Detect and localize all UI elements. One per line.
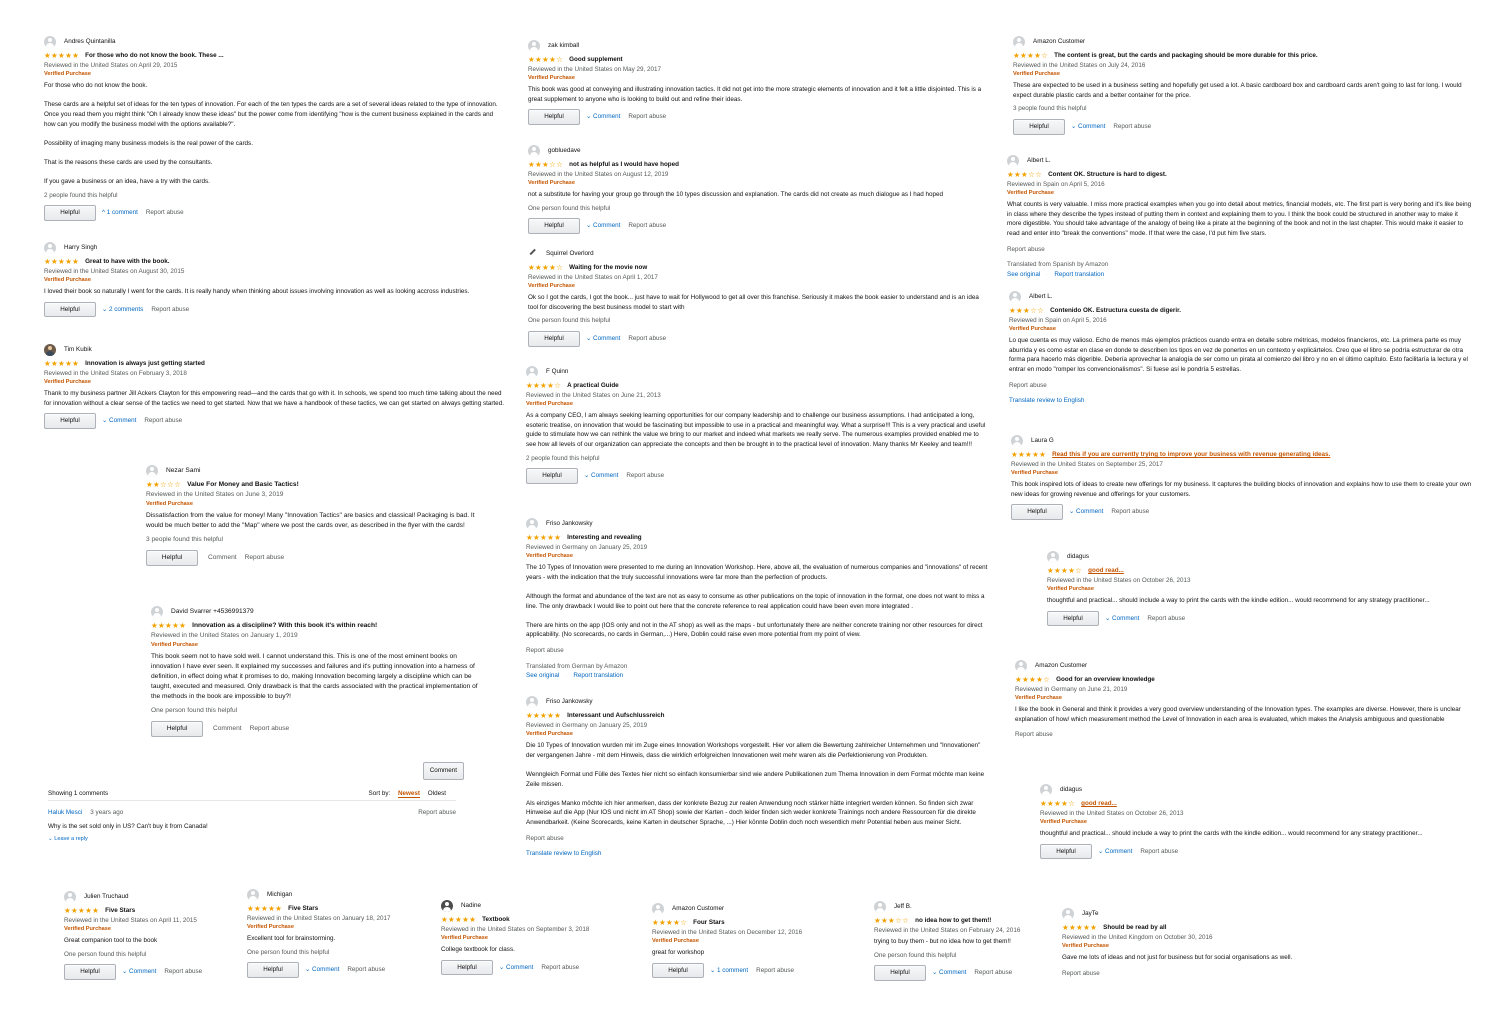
avatar-icon bbox=[1040, 784, 1052, 796]
review-title[interactable]: good read... bbox=[1088, 567, 1124, 574]
helpful-count: 3 people found this helpful bbox=[1013, 105, 1087, 113]
sort-newest[interactable]: Newest bbox=[397, 790, 421, 797]
comment-link[interactable]: ⌄ Comment bbox=[1098, 847, 1133, 855]
verified-badge: Verified Purchase bbox=[441, 935, 488, 942]
helpful-button[interactable]: Helpful bbox=[526, 468, 578, 484]
star-rating: ★★★★★ bbox=[247, 904, 283, 913]
verified-badge: Verified Purchase bbox=[528, 180, 575, 187]
review-body: This book inspired lots of ideas to create new offerings for my business. It captures the building blocks of innovation and explains how to use them to create your own new ideas for growing revenue and offerings for your customers. bbox=[1011, 481, 1472, 498]
review-card bbox=[526, 694, 990, 859]
helpful-button[interactable]: Helpful bbox=[528, 218, 580, 234]
review-body: thoughtful and practical... should include a way to print the cards with the kindle edition... would recommend for any strategy practitioner... bbox=[1040, 830, 1423, 838]
review-date: Reviewed in the United States on January 1, 2019 bbox=[151, 632, 298, 639]
helpful-button[interactable]: Helpful bbox=[151, 721, 203, 737]
helpful-count: One person found this helpful bbox=[528, 204, 611, 212]
star-rating: ★★★★☆ bbox=[652, 918, 688, 927]
review-title[interactable]: no idea how to get them!! bbox=[915, 917, 992, 924]
report-abuse-link[interactable]: Report abuse bbox=[1147, 614, 1186, 622]
review-body: This book seem not to have sold well. I cannot understand this. This is one of the most eminent books on innovation I have ever seen. It explained my successes and failures and it's putting innovation into a harness of definition, in effect doing what it promises to do, making Innovation becoming largely a discipline which can be taught, executed and measured. Only drawback is that the cards associated with the practical implementation of the methods in the book are impossible to buy?! bbox=[151, 653, 478, 700]
comment-link[interactable]: ⌄ Comment bbox=[586, 334, 621, 342]
star-rating: ★★★★☆ bbox=[528, 55, 564, 64]
review-card bbox=[528, 143, 990, 234]
review-title[interactable]: Four Stars bbox=[693, 919, 725, 926]
review-card bbox=[1062, 906, 1302, 978]
review-card bbox=[1013, 34, 1473, 135]
review-title[interactable]: Good supplement bbox=[569, 56, 623, 63]
verified-badge: Verified Purchase bbox=[1009, 326, 1056, 333]
sort-controls bbox=[369, 789, 456, 799]
star-rating: ★★★★☆ bbox=[1015, 675, 1051, 684]
review-date: Reviewed in Spain on April 5, 2016 bbox=[1007, 180, 1105, 188]
review-body: For those who do not know the book. These cards are a helpful set of ideas for the ten types of innovation. For each of the ten types the cards are a set of several ideas related to the type of innovation. Once you read them you might think "Oh I already know these ideas" but the power come from identifying "how is the current business explained in the cards and how can you modify the business model with the options available?". Possibility of imaging many business models is the real power of the cards. That is the reasons these cards are used by the consultants. If you gave a business or an idea, have a try with the cards. bbox=[44, 82, 498, 186]
avatar-icon bbox=[1013, 36, 1025, 48]
report-translation-link[interactable]: Report translation bbox=[573, 672, 624, 680]
review-title[interactable]: The content is great, but the cards and packaging should be more durable for this price. bbox=[1054, 52, 1318, 59]
review-date: Reviewed in Germany on June 21, 2019 bbox=[1015, 685, 1128, 693]
helpful-button[interactable]: Helpful bbox=[247, 962, 299, 978]
verified-badge: Verified Purchase bbox=[1013, 71, 1060, 78]
review-date: Reviewed in the United States on April 1, 2017 bbox=[528, 273, 658, 281]
review-title[interactable]: Innovation is always just getting started bbox=[85, 360, 205, 367]
verified-badge: Verified Purchase bbox=[1011, 470, 1058, 477]
report-abuse-link[interactable]: Report abuse bbox=[756, 966, 794, 974]
review-card bbox=[44, 240, 506, 317]
reviewer-name[interactable]: Albert L. bbox=[1027, 157, 1051, 165]
reviewer-name[interactable]: Nadine bbox=[461, 902, 481, 910]
star-rating: ★★★★☆ bbox=[1013, 51, 1049, 60]
review-card: Friso Jankowsky ★★★★★ Interesting and revealing Reviewed in Germany on January 25, 2019 Verified Purchase The 10 Types of Innovation were presented to me during an Innovation Workshop. Here, above all, the evaluation of numerous companies and "innovations" of recent years - with the indication that the truly successful innovations were far more than the perfection of products. Although the format and abundance of the text are not as easy to consume as other publications on the topic of innovation in the format, one does not want to miss a line. The only drawback I would like to point out here that the concrete reference to real application could have been even more integrated . There are hints on the app (IOS only and not in the AT shop) as well as the maps - but unfortunately there are neither concrete training nor other resources for direct applicability. (No scorecards, no cards in German,...) Here, Doblin could raise even more potential from my point of view. Report abuse Translated from German by Amazon See original · Report translation bbox=[526, 516, 990, 681]
avatar-icon bbox=[1062, 908, 1074, 920]
review-card bbox=[652, 901, 842, 978]
helpful-button[interactable]: Helpful bbox=[44, 413, 96, 429]
star-rating: ★★★★★ bbox=[44, 359, 80, 368]
helpful-button[interactable]: Helpful bbox=[1011, 504, 1063, 520]
comment-link[interactable]: Comment bbox=[213, 725, 242, 732]
review-card bbox=[1047, 549, 1473, 626]
review-card bbox=[44, 34, 506, 221]
review-title[interactable]: For those who do not know the book. These ... bbox=[85, 52, 224, 59]
helpful-count: 2 people found this helpful bbox=[44, 191, 118, 199]
helpful-button[interactable]: Helpful bbox=[1047, 611, 1099, 627]
avatar-icon bbox=[1047, 551, 1059, 563]
review-title[interactable]: Waiting for the movie now bbox=[569, 264, 648, 271]
review-card bbox=[528, 246, 990, 347]
avatar-icon bbox=[526, 518, 538, 530]
avatar-icon bbox=[1009, 291, 1021, 303]
avatar-icon bbox=[44, 242, 56, 254]
review-card: Albert L. ★★★☆☆ Content OK. Structure is hard to digest. Reviewed in Spain on April 5, 2016 Verified Purchase What counts is very valuable. I miss more practical examples when you go into detail about metrics, financial models, etc. The first part is very boring and it's like being in class where they describe the types instead of putting them in context and explaining them to you. I think the book could be structured in another way to make it more digestible. You should take advantage of the analogy of being like a pirate at the beginning of the book and not in the last chapter. This would make it easier to read and enter into "break the conventions" mode. If that were the case, I'd put him five stars. Report abuse Translated from Spanish by Amazon See original · Report translation bbox=[1007, 153, 1473, 279]
review-title[interactable]: good read... bbox=[1081, 800, 1117, 807]
review-date: Reviewed in the United States on February 3, 2018 bbox=[44, 369, 187, 377]
avatar-icon bbox=[44, 36, 56, 48]
review-date: Reviewed in Spain on April 5, 2016 bbox=[1009, 316, 1107, 324]
star-rating: ★★★★★ bbox=[526, 533, 562, 542]
review-title[interactable]: Value For Money and Basic Tactics! bbox=[187, 481, 299, 488]
verified-badge: Verified Purchase bbox=[528, 283, 575, 290]
reviewer-name[interactable]: Friso Jankowsky bbox=[546, 520, 593, 528]
review-title[interactable]: Great to have with the book. bbox=[85, 258, 170, 265]
divider bbox=[48, 800, 456, 801]
comment-link[interactable]: Comment bbox=[208, 554, 237, 561]
helpful-count: 2 people found this helpful bbox=[526, 454, 600, 462]
review-date: Reviewed in Germany on January 25, 2019 bbox=[526, 721, 648, 729]
reviewer-name[interactable]: Julien Truchaud bbox=[84, 893, 129, 901]
report-abuse-link[interactable]: Report abuse bbox=[974, 969, 1013, 977]
star-rating: ★★★★★ bbox=[526, 711, 562, 720]
report-abuse-link[interactable]: Report abuse bbox=[628, 113, 667, 121]
review-body: thoughtful and practical... should include a way to print the cards with the kindle edition... would recommend for any strategy practitioner... bbox=[1047, 597, 1430, 605]
report-abuse-link[interactable]: Report abuse bbox=[1140, 847, 1179, 855]
reviewer-name[interactable]: Michigan bbox=[267, 891, 293, 899]
comment-link[interactable]: ⌄ Comment bbox=[1071, 122, 1106, 130]
review-body: Gave me lots of ideas and not just for business but for social organisations as well. bbox=[1062, 954, 1293, 962]
review-body: Lo que cuenta es muy valioso. Echo de menos más ejemplos prácticos cuando entra en detalle sobre métricas, modelos financieros, etc. La primera parte es muy aburrida y es como estar en clase en donde te describen los tipos en vez de ponerlos en un contexto y explicártelos. Creo que el libro se podría estructurar de otra forma para hacerlo más digerible. Debería aprovechar la analogía de ser como un pirata al comienzo del libro y no en el último capítulo. Esto facilitaría la lectura y el entrar en modo "romper los convencionalismos". Si fuese así le pondría 5 estrellas. bbox=[1009, 337, 1468, 373]
star-rating: ★★★★★ bbox=[441, 915, 477, 924]
report-abuse-link[interactable]: Report abuse bbox=[418, 809, 456, 816]
review-date: Reviewed in the United States on June 21, 2013 bbox=[526, 391, 661, 399]
report-abuse-link[interactable]: Report abuse bbox=[541, 963, 580, 971]
review-title[interactable]: Interesting and revealing bbox=[567, 534, 642, 541]
review-card bbox=[1011, 433, 1473, 520]
helpful-button[interactable]: Helpful bbox=[146, 550, 198, 566]
helpful-button[interactable]: Helpful bbox=[441, 960, 493, 976]
verified-badge: Verified Purchase bbox=[64, 926, 111, 933]
report-abuse-link[interactable]: Report abuse bbox=[526, 646, 564, 654]
comment-age: 3 years ago bbox=[90, 809, 124, 816]
helpful-button[interactable]: Helpful bbox=[1040, 844, 1092, 860]
avatar-icon bbox=[44, 344, 56, 356]
review-body: This book was good at conveying and illustrating innovation tactics. It did not get into the more strategic elements of innovation and it felt a little disjointed. This is a great supplement to anyone who is looking to build out and refine their ideas. bbox=[528, 86, 982, 103]
review-date: Reviewed in the United States on July 24, 2016 bbox=[1013, 61, 1146, 69]
review-body: These are expected to be used in a business setting and hopefully get used a lot. A basic cardboard box and cardboard cards aren't going to last for long. I would expect durable plastic cards and a better container for the price. bbox=[1013, 82, 1462, 99]
comments-link[interactable]: ⌄ 1 comment bbox=[710, 966, 749, 974]
verified-badge: Verified Purchase bbox=[1015, 695, 1062, 702]
verified-badge: Verified Purchase bbox=[1040, 819, 1087, 826]
reviewer-name[interactable]: Tim Kubik bbox=[64, 346, 92, 354]
comment-link[interactable]: ⌄ Comment bbox=[586, 113, 621, 121]
avatar-icon bbox=[874, 901, 886, 913]
see-original-link[interactable]: See original bbox=[526, 672, 560, 680]
comment-link[interactable]: ⌄ Comment bbox=[586, 222, 621, 230]
review-date: Reviewed in the United States on October 26, 2013 bbox=[1040, 809, 1184, 817]
translate-link[interactable]: Translate review to English bbox=[526, 850, 602, 858]
verified-badge: Verified Purchase bbox=[1062, 943, 1109, 950]
helpful-button[interactable]: Helpful bbox=[1013, 119, 1065, 135]
helpful-button[interactable]: Helpful bbox=[528, 331, 580, 347]
comment-link[interactable]: ⌄ Comment bbox=[102, 417, 137, 425]
verified-badge: Verified Purchase bbox=[652, 938, 699, 945]
avatar-icon bbox=[526, 366, 538, 378]
star-rating: ★★★★☆ bbox=[1040, 799, 1076, 808]
report-abuse-link[interactable]: Report abuse bbox=[1113, 122, 1152, 130]
review-title[interactable]: Good for an overview knowledge bbox=[1056, 676, 1155, 683]
reviewer-name[interactable]: didagus bbox=[1060, 786, 1083, 794]
reviewer-name[interactable]: Albert L. bbox=[1029, 293, 1053, 301]
review-card bbox=[1009, 289, 1473, 406]
star-rating: ★★★★★ bbox=[44, 51, 80, 60]
report-abuse-link[interactable]: Report abuse bbox=[628, 334, 667, 342]
review-card bbox=[441, 898, 631, 975]
star-rating: ★★★☆☆ bbox=[528, 160, 564, 169]
comment-link[interactable]: ⌄ Comment bbox=[584, 472, 619, 480]
review-card bbox=[44, 342, 506, 429]
review-body: trying to buy them - but no idea how to get them!! bbox=[874, 938, 1011, 946]
avatar-icon bbox=[441, 900, 453, 912]
reviewer-name[interactable]: Friso Jankowsky bbox=[546, 698, 593, 706]
avatar-icon bbox=[247, 889, 259, 901]
review-title[interactable]: Five Stars bbox=[105, 907, 136, 914]
review-title[interactable]: Content OK. Structure is hard to digest. bbox=[1048, 171, 1167, 178]
verified-badge: Verified Purchase bbox=[526, 731, 573, 738]
review-body: Die 10 Types of Innovation wurden mir im Zuge eines Innovation Workshops vorgestellt. Hier vor allem die Bewertung zahlreicher Unternehmen und "Innovationen" der vergangenen Jahre - mit dem Hinweis, dass die wirklich erfolgreichen Innovationen weit mehr waren als die Perfektionierung von Produkten. Wenngleich Format und Fülle des Textes hier nicht so einfach konsumierbar sind wie andere Publikationen zum Thema Innovation in dem Format möchte man keine Zeile missen. Als einziges Manko möchte ich hier anmerken, dass der konkrete Bezug zur realen Anwendung noch stärker hätte integriert werden können. So finden sich zwar Hinweise auf die App (Nur IOS und nicht im AT Shop) sowie der Karten - doch leider finden sich weder konkrete Trainings noch andere Ressourcen für die direkte Anwendbarkeit. (Keine Scorecards, keine Karten in deutscher Sprache, ...) Hier könnte Doblin doch noch wesentlich mehr Potential heben aus meiner Sicht. bbox=[526, 742, 985, 826]
report-abuse-link[interactable]: Report abuse bbox=[628, 222, 667, 230]
avatar-icon bbox=[652, 903, 664, 915]
review-card bbox=[526, 364, 990, 484]
helpful-count: One person found this helpful bbox=[528, 317, 611, 325]
report-abuse-link[interactable]: Report abuse bbox=[244, 554, 285, 561]
reviewer-name[interactable]: David Svarrer +4536991379 bbox=[171, 608, 254, 615]
review-body: great for workshop bbox=[652, 949, 705, 957]
verified-badge: Verified Purchase bbox=[247, 924, 294, 931]
review-card bbox=[151, 604, 486, 737]
report-abuse-link[interactable]: Report abuse bbox=[144, 417, 183, 425]
comment-text: Why is the set sold only in US? Can't buy it from Canada! bbox=[48, 823, 208, 830]
review-card bbox=[146, 463, 486, 566]
review-date: Reviewed in the United States on April 29, 2015 bbox=[44, 61, 178, 69]
comment-button[interactable]: Comment bbox=[423, 762, 464, 780]
review-card bbox=[528, 38, 990, 125]
reviewer-name[interactable]: Nezar Sami bbox=[166, 467, 201, 474]
star-rating: ★★★★☆ bbox=[528, 263, 564, 272]
report-abuse-link[interactable]: Report abuse bbox=[626, 472, 665, 480]
review-date: Reviewed in the United States on September 3, 2018 bbox=[441, 925, 590, 933]
review-body: As a company CEO, I am always seeking learning opportunities for our company leadership and to challenge our business assumptions. I had anticipated a long, esoteric treatise, on innovation that would be fascinating but impossible to use in a practical and meaningful way. What a surprise!!! This is a very practical and useful guide to stimulate how we can rethink the value we bring to our market and indeed what markets we really serve. The numerous examples provided enabled me to see how all levels of our organization can appreciate the concepts and then be brought in to the practical level of innovation. Many thanks Mr Keeley and team!!! bbox=[526, 412, 986, 448]
comments-count: Showing 1 comments bbox=[48, 790, 109, 797]
review-card bbox=[874, 899, 1059, 981]
report-abuse-link[interactable]: Report abuse bbox=[1062, 969, 1100, 977]
review-title[interactable]: Textbook bbox=[482, 916, 510, 923]
reviewer-name[interactable]: Squirrel Overlord bbox=[546, 250, 594, 258]
avatar-icon bbox=[151, 606, 163, 618]
avatar-icon bbox=[528, 40, 540, 52]
review-body: not a substitute for having your group go through the 10 types discussion and explanation. The cards did not create as much dialogue as I had hoped bbox=[528, 191, 944, 199]
review-card bbox=[1015, 658, 1473, 740]
helpful-button[interactable]: Helpful bbox=[652, 963, 704, 979]
helpful-count: One person found this helpful bbox=[247, 948, 330, 956]
star-rating: ★★★★★ bbox=[151, 621, 187, 630]
star-rating: ★★★☆☆ bbox=[1007, 170, 1043, 179]
translate-link[interactable]: Translate review to English bbox=[1009, 397, 1085, 405]
report-translation-link[interactable]: Report translation bbox=[1054, 270, 1105, 278]
review-body: I loved their book so naturally I went for the cards. It is really handy when thinking about issues involving innovation as well as looking accross industries. bbox=[44, 288, 470, 296]
report-abuse-link[interactable]: Report abuse bbox=[145, 209, 184, 217]
reviewer-name[interactable]: Andres Quintanilla bbox=[64, 38, 116, 46]
comment-link[interactable]: ⌄ Comment bbox=[1105, 614, 1140, 622]
reviewer-name[interactable]: zak kimball bbox=[548, 42, 580, 50]
avatar-icon bbox=[526, 696, 538, 708]
star-rating: ★★★★★ bbox=[64, 906, 100, 915]
verified-badge: Verified Purchase bbox=[526, 553, 573, 560]
avatar-icon bbox=[1015, 660, 1027, 672]
verified-badge: Verified Purchase bbox=[526, 401, 573, 408]
comments-link[interactable]: ^ 1 comment bbox=[102, 209, 138, 217]
star-rating: ★★★★★ bbox=[1011, 450, 1047, 459]
avatar-icon bbox=[528, 145, 540, 157]
review-body: Excellent tool for brainstorming. bbox=[247, 935, 336, 943]
sort-oldest[interactable]: Oldest bbox=[427, 790, 446, 797]
helpful-count: One person found this helpful bbox=[151, 707, 238, 714]
review-date: Reviewed in the United States on May 29, 2017 bbox=[528, 65, 662, 73]
review-date: Reviewed in the United States on June 3, 2019 bbox=[146, 491, 284, 498]
reviewer-name[interactable]: Laura G bbox=[1031, 437, 1054, 445]
review-title[interactable]: Should be read by all bbox=[1103, 924, 1167, 931]
star-rating: ★★☆☆☆ bbox=[146, 480, 182, 489]
avatar-icon bbox=[1007, 155, 1019, 167]
comment-link[interactable]: ⌄ Comment bbox=[499, 963, 534, 971]
review-date: Reviewed in the United States on February 24, 2016 bbox=[874, 926, 1021, 934]
review-body: Dissatisfaction from the value for money! Many "Innovation Tactics" are basics and classical! Packaging is bad. It would be much better to add the "Map" where we post the cards over, as described in the flyer with the cards! bbox=[146, 512, 475, 529]
review-title[interactable]: Five Stars bbox=[288, 905, 319, 912]
helpful-button[interactable]: Helpful bbox=[874, 965, 926, 981]
review-title[interactable]: Innovation as a discipline? With this book it's within reach! bbox=[192, 622, 378, 629]
verified-badge: Verified Purchase bbox=[44, 71, 91, 78]
review-body: Great companion tool to the book bbox=[64, 937, 158, 945]
review-date: Reviewed in the United States on October 26, 2013 bbox=[1047, 576, 1191, 584]
verified-badge: Verified Purchase bbox=[528, 75, 575, 82]
translation-note: Translated from German by Amazon bbox=[526, 662, 628, 670]
helpful-button[interactable]: Helpful bbox=[44, 205, 96, 221]
review-body: What counts is very valuable. I miss more practical examples when you go into detail about metrics, financial models, etc. The first part is very boring and it's like being in class where they describe the types instead of putting them in context and explaining them to you. I think the book could be structured in another way to make it more digestible. You should take advantage of the analogy of being like a pirate at the beginning of the book and not in the last chapter. This would make it easier to read and enter into "break the conventions" mode. If that were the case, I'd put him five stars. bbox=[1007, 201, 1472, 237]
review-body: Ok so I got the cards, I got the book... just have to wait for Hollywood to get all over this franchise. Seriously it makes the book easier to understand and is an idea tool for discovering the best business model to start with bbox=[528, 294, 979, 311]
report-abuse-link[interactable]: Report abuse bbox=[164, 968, 203, 976]
review-card bbox=[247, 887, 427, 978]
sort-label: Sort by: bbox=[368, 790, 391, 797]
comments-link[interactable]: ⌄ 2 comments bbox=[102, 305, 144, 313]
helpful-count: 3 people found this helpful bbox=[146, 536, 223, 543]
reviewer-name[interactable]: Jeff B. bbox=[894, 903, 912, 911]
report-abuse-link[interactable]: Report abuse bbox=[526, 834, 564, 842]
reviewer-name[interactable]: Amazon Customer bbox=[672, 905, 725, 913]
review-date: Reviewed in the United States on December 12, 2016 bbox=[652, 928, 803, 936]
review-title[interactable]: Contenido OK. Estructura cuesta de digerir. bbox=[1050, 307, 1181, 314]
helpful-button[interactable]: Helpful bbox=[64, 964, 116, 980]
verified-badge: Verified Purchase bbox=[1007, 190, 1054, 197]
avatar-icon bbox=[64, 891, 76, 903]
review-body: College textbook for class. bbox=[441, 946, 515, 954]
helpful-button[interactable]: Helpful bbox=[44, 302, 96, 318]
star-rating: ★★★☆☆ bbox=[874, 916, 910, 925]
report-abuse-link[interactable]: Report abuse bbox=[1009, 381, 1047, 389]
verified-badge: Verified Purchase bbox=[44, 379, 91, 386]
report-abuse-link[interactable]: Report abuse bbox=[151, 305, 190, 313]
star-rating: ★★★★★ bbox=[1062, 923, 1098, 932]
helpful-count: One person found this helpful bbox=[64, 950, 147, 958]
star-rating: ★★★☆☆ bbox=[1009, 306, 1045, 315]
review-date: Reviewed in the United Kingdom on October 30, 2016 bbox=[1062, 933, 1213, 941]
review-date: Reviewed in Germany on January 25, 2019 bbox=[526, 543, 648, 551]
review-title[interactable]: Read this if you are currently trying to improve your business with revenue generating ideas. bbox=[1052, 451, 1331, 458]
review-card bbox=[1040, 782, 1473, 859]
star-rating: ★★★★☆ bbox=[526, 381, 562, 390]
report-abuse-link[interactable]: Report abuse bbox=[1015, 731, 1053, 739]
verified-badge: Verified Purchase bbox=[151, 642, 198, 648]
helpful-count: One person found this helpful bbox=[874, 951, 957, 959]
see-original-link[interactable]: See original bbox=[1007, 270, 1041, 278]
pen-icon bbox=[528, 248, 538, 260]
report-abuse-link[interactable]: Report abuse bbox=[249, 725, 290, 732]
review-date: Reviewed in the United States on August 30, 2015 bbox=[44, 267, 185, 275]
reviewer-name[interactable]: F Quinn bbox=[546, 368, 569, 376]
verified-badge: Verified Purchase bbox=[146, 501, 193, 507]
comment-link[interactable]: ⌄ Comment bbox=[932, 969, 967, 977]
translation-note: Translated from Spanish by Amazon bbox=[1007, 261, 1109, 269]
reviewer-name[interactable]: Harry Singh bbox=[64, 244, 98, 252]
review-date: Reviewed in the United States on April 11, 2015 bbox=[64, 916, 197, 924]
review-date: Reviewed in the United States on January 18, 2017 bbox=[247, 914, 391, 922]
review-card bbox=[64, 889, 234, 980]
review-date: Reviewed in the United States on September 25, 2017 bbox=[1011, 460, 1163, 468]
review-date: Reviewed in the United States on August 12, 2019 bbox=[528, 170, 669, 178]
avatar-icon bbox=[146, 465, 158, 477]
verified-badge: Verified Purchase bbox=[44, 277, 91, 284]
reviewer-name[interactable]: Amazon Customer bbox=[1035, 662, 1088, 670]
leave-reply-link[interactable]: ⌄ Leave a reply bbox=[48, 836, 88, 842]
report-abuse-link[interactable]: Report abuse bbox=[1007, 245, 1045, 253]
star-rating: ★★★★★ bbox=[44, 257, 80, 266]
review-body: Thank to my business partner Jill Ackers Clayton for this empowering read—and the cards that go with it. In schools, we spend too much time talking about the need for innovation without a clear sense of the tactics we need to get started. Now that we have a handbook of these tactics, we can get started on always getting started. bbox=[44, 390, 504, 407]
review-title[interactable]: A practical Guide bbox=[567, 382, 619, 389]
comment-author[interactable]: Haluk Mesci bbox=[48, 809, 83, 816]
report-abuse-link[interactable]: Report abuse bbox=[1111, 508, 1150, 516]
comment-link[interactable]: ⌄ Comment bbox=[122, 968, 157, 976]
reviewer-name[interactable]: Amazon Customer bbox=[1033, 38, 1086, 46]
helpful-button[interactable]: Helpful bbox=[528, 109, 580, 125]
verified-badge: Verified Purchase bbox=[1047, 586, 1094, 593]
review-body: The 10 Types of Innovation were presented to me during an Innovation Workshop. Here, above all, the evaluation of numerous companies and "innovations" of recent years - with the indication that the truly successful innovations were far more than the perfection of products. Although the format and abundance of the text are not as easy to consume as other publications on the topic of innovation in the format, one does not want to miss a line. The only drawback I would like to point out here that the concrete reference to real application could have been even more integrated . There are hints on the app (IOS only and not in the AT shop) as well as the maps - but unfortunately there are neither concrete training nor other resources for direct applicability. (No scorecards, no cards in German,...) Here, Doblin could raise even more potential from my point of view. bbox=[526, 564, 988, 639]
reviewer-name[interactable]: JayTe bbox=[1082, 910, 1099, 918]
review-title[interactable]: not as helpful as I would have hoped bbox=[569, 161, 679, 168]
review-body: I like the book in General and think it provides a very good overview understanding of the Innovation types. The examples are diverse. However, there is unclear explanation of how/ which measurement method the Level of Innovation in each area is evaluated, which makes the Analysis ambiguous and questionable bbox=[1015, 706, 1461, 723]
report-abuse-link[interactable]: Report abuse bbox=[347, 966, 386, 974]
reviewer-name[interactable]: gobluedave bbox=[548, 147, 581, 155]
review-title[interactable]: Interessant und Aufschlussreich bbox=[567, 712, 665, 719]
star-rating: ★★★★☆ bbox=[1047, 566, 1083, 575]
reviewer-name[interactable]: didagus bbox=[1067, 553, 1090, 561]
avatar-icon bbox=[1011, 435, 1023, 447]
comment-link[interactable]: ⌄ Comment bbox=[305, 966, 340, 974]
comment-link[interactable]: ⌄ Comment bbox=[1069, 508, 1104, 516]
